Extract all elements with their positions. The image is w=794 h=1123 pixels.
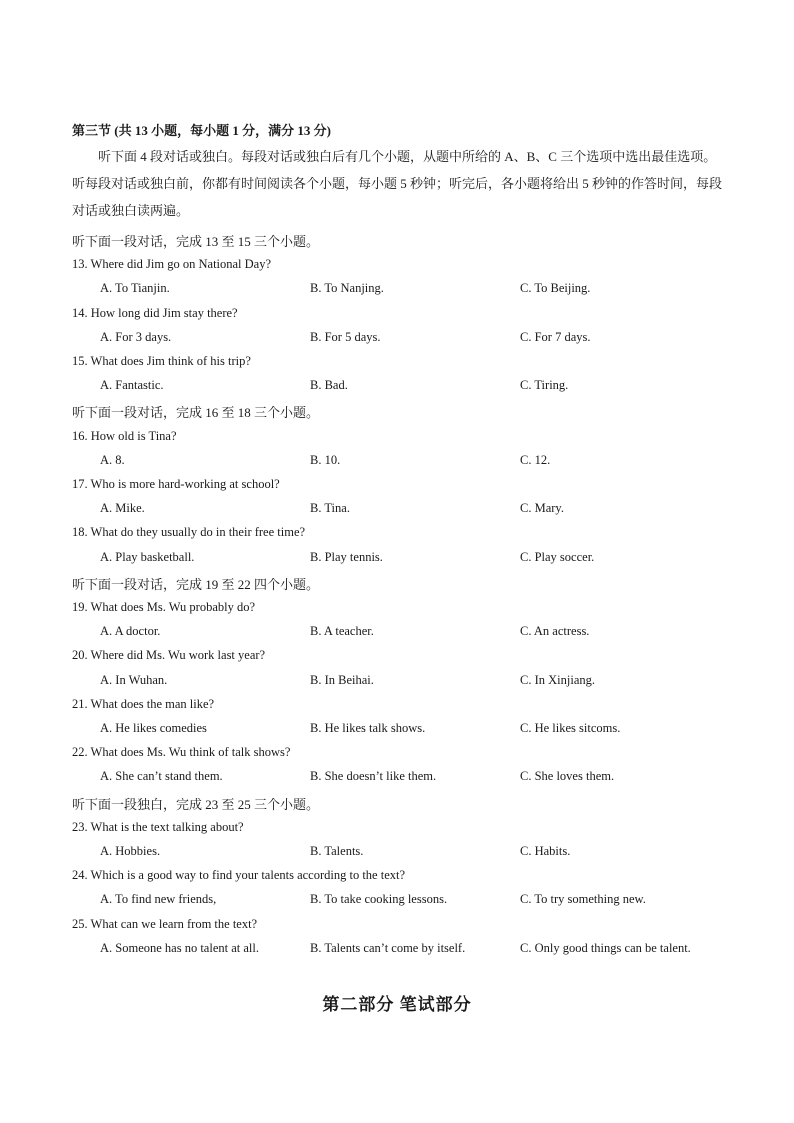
answer-option-c: C. 12. — [520, 452, 551, 467]
answer-option-b: B. She doesn’t like them. — [310, 769, 437, 784]
answer-option-c: C. To Beijing. — [520, 281, 591, 296]
answer-option-a: A. Hobbies. — [100, 844, 161, 858]
answer-option-a: A. A doctor. — [100, 624, 161, 639]
answer-option-b: B. Talents. — [310, 844, 364, 858]
answer-option-b: B. 10. — [310, 452, 341, 467]
answer-option-c: C. To try something new. — [520, 892, 646, 907]
answer-option-a: A. Someone has no talent at all. — [100, 940, 259, 955]
answer-option-a: A. To Tianjin. — [100, 281, 170, 296]
question-text: 23. What is the text talking about? — [72, 819, 244, 834]
question-text: 21. What does the man like? — [72, 696, 215, 711]
question-text: 18. What do they usually do in their free time? — [72, 525, 306, 540]
answer-option-c: C. Tiring. — [520, 378, 569, 393]
group-instruction: 听下面一段对话，完成 19 至 22 四个小题。 — [72, 576, 320, 592]
answer-option-b: B. To Nanjing. — [310, 281, 384, 296]
answer-option-a: A. Mike. — [100, 501, 145, 516]
question-text: 15. What does Jim think of his trip? — [72, 354, 251, 368]
answer-option-b: B. Bad. — [310, 378, 348, 393]
group-instruction: 听下面一段对话，完成 16 至 18 三个小题。 — [72, 405, 320, 421]
answer-option-b: B. Tina. — [310, 501, 350, 516]
answer-option-c: C. For 7 days. — [520, 329, 591, 344]
question-text: 20. Where did Ms. Wu work last year? — [72, 648, 266, 663]
answer-option-c: C. Mary. — [520, 501, 564, 516]
part-title: 第二部分 笔试部分 — [322, 995, 472, 1014]
answer-option-b: B. To take cooking lessons. — [310, 892, 448, 907]
answer-option-c: C. She loves them. — [520, 769, 615, 784]
question-text: 14. How long did Jim stay there? — [72, 305, 238, 320]
answer-option-b: B. Play tennis. — [310, 549, 383, 564]
answer-option-a: A. In Wuhan. — [100, 672, 168, 687]
answer-option-c: C. Only good things can be talent. — [520, 940, 691, 955]
answer-option-b: B. In Beihai. — [310, 672, 374, 687]
answer-option-c: C. Habits. — [520, 844, 571, 858]
question-text: 25. What can we learn from the text? — [72, 916, 258, 931]
group-instruction: 听下面一段独白，完成 23 至 25 三个小题。 — [72, 796, 320, 812]
answer-option-a: A. Fantastic. — [100, 378, 164, 393]
answer-option-a: A. For 3 days. — [100, 329, 172, 344]
answer-option-c: C. Play soccer. — [520, 549, 595, 564]
answer-option-a: A. To find new friends, — [100, 892, 217, 907]
question-text: 24. Which is a good way to find your talents according to the text? — [72, 868, 406, 883]
question-text: 19. What does Ms. Wu probably do? — [72, 600, 256, 614]
answer-option-a: A. Play basketball. — [100, 549, 195, 564]
answer-option-b: B. He likes talk shows. — [310, 721, 426, 735]
question-text: 13. Where did Jim go on National Day? — [72, 257, 272, 272]
answer-option-a: A. She can’t stand them. — [100, 769, 223, 784]
answer-option-b: B. A teacher. — [310, 624, 374, 639]
answer-option-a: A. 8. — [100, 452, 125, 467]
section-intro: 听下面 4 段对话或独白。每段对话或独白后有几个小题，从题中所给的 A、B、C 三个选项中选出最佳选项。听每段对话或独白前，你都有时间阅读各个小题，每小题 5 秒钟；听完后，各小题将给出 5 秒钟的作答时间，每段对话或独白读两遍。 — [72, 149, 723, 218]
question-text: 22. What does Ms. Wu think of talk shows? — [72, 745, 291, 760]
answer-option-b: B. For 5 days. — [310, 329, 381, 344]
section-header: 第三节 (共 13 小题，每小题 1 分，满分 13 分) — [72, 123, 331, 138]
answer-option-b: B. Talents can’t come by itself. — [310, 940, 466, 955]
answer-option-c: C. He likes sitcoms. — [520, 721, 621, 735]
question-text: 16. How old is Tina? — [72, 428, 177, 443]
group-instruction: 听下面一段对话，完成 13 至 15 三个小题。 — [72, 234, 320, 249]
answer-option-c: C. An actress. — [520, 624, 590, 639]
question-text: 17. Who is more hard-working at school? — [72, 477, 280, 491]
answer-option-a: A. He likes comedies — [100, 721, 207, 735]
answer-option-c: C. In Xinjiang. — [520, 672, 595, 687]
